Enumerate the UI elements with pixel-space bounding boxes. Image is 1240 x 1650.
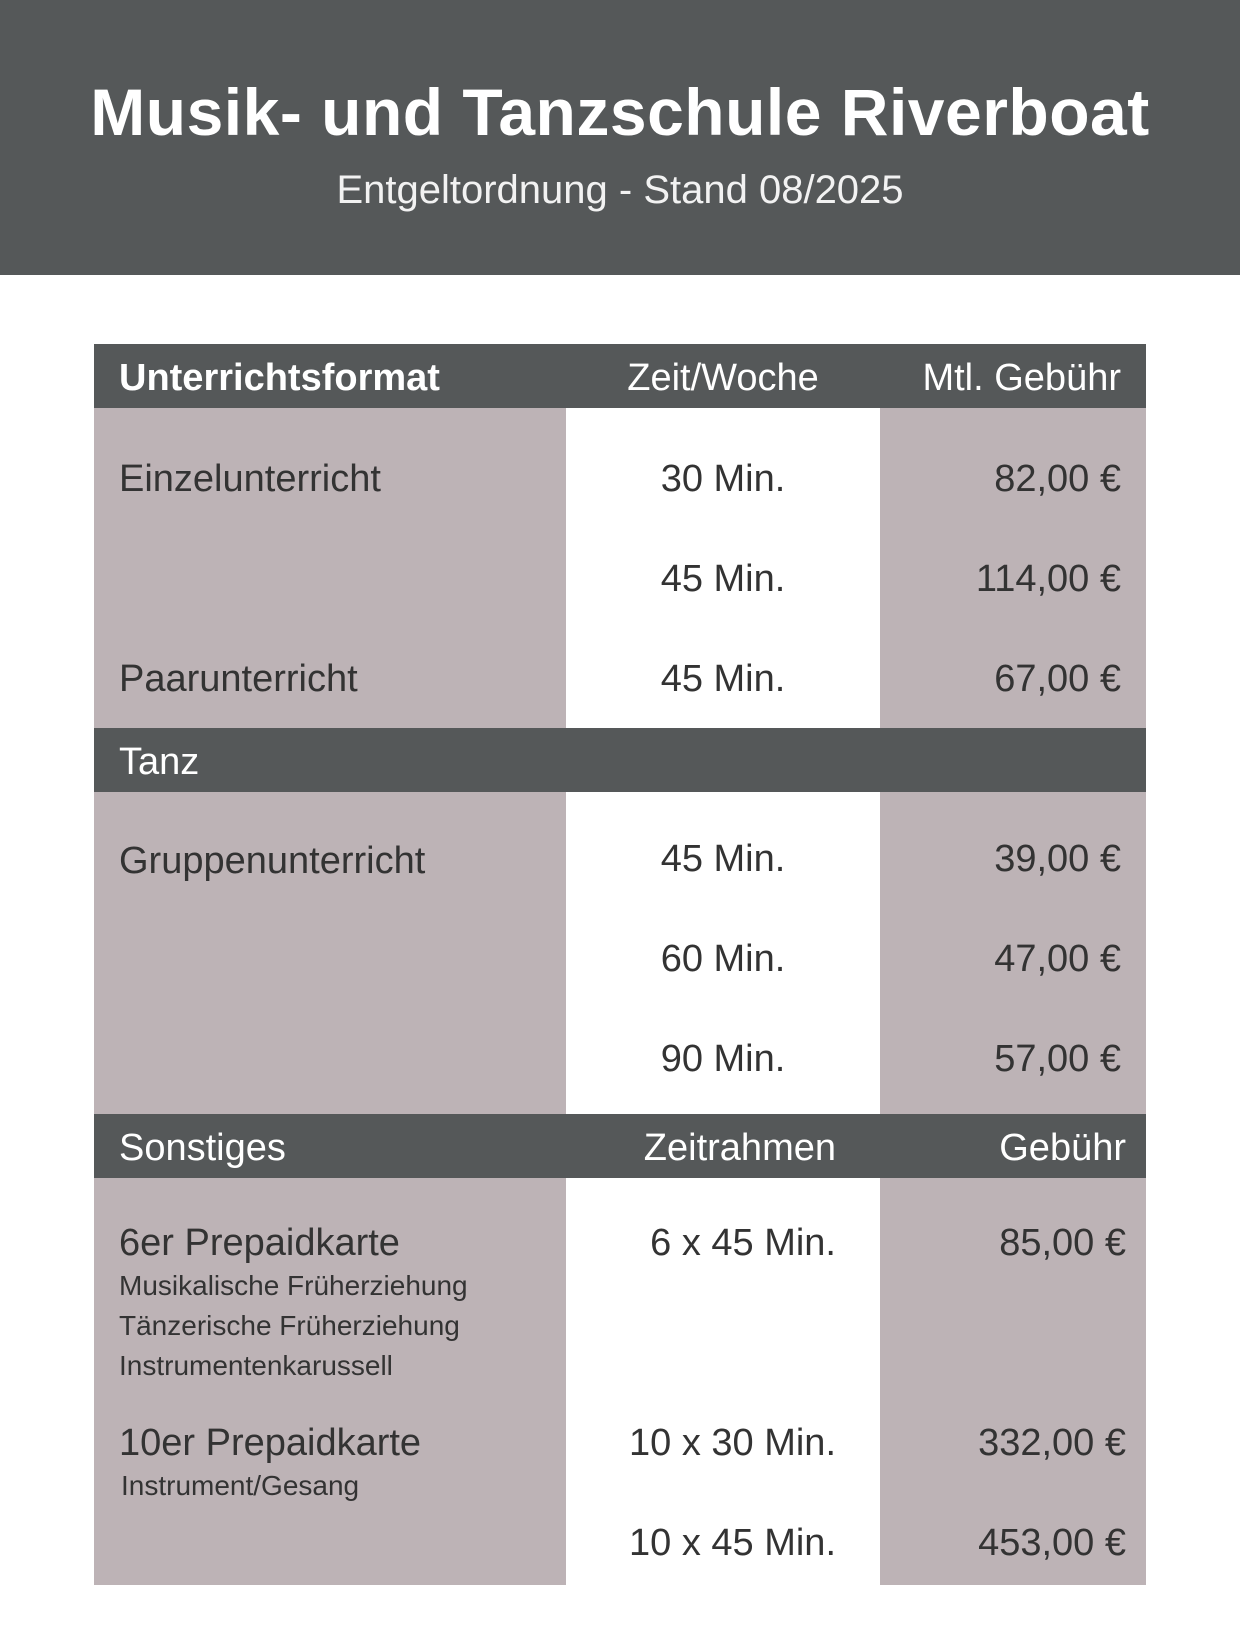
column-header-fee: Gebühr [999, 1127, 1126, 1169]
header-banner [0, 0, 1240, 275]
page-title: Musik- und Tanzschule Riverboat [90, 75, 1150, 149]
column-header-time: Zeit/Woche [627, 357, 819, 399]
row-time: 90 Min. [660, 1038, 786, 1080]
row-note: Instrument/Gesang [121, 1470, 360, 1501]
page-subtitle: Entgeltordnung - Stand 08/2025 [336, 168, 904, 212]
row-time: 45 Min. [660, 558, 786, 600]
row-fee: 47,00 € [994, 938, 1121, 980]
row-fee: 85,00 € [999, 1222, 1126, 1264]
row-time: 30 Min. [660, 458, 786, 500]
column-header-fee: Mtl. Gebühr [922, 357, 1121, 399]
row-fee: 39,00 € [994, 838, 1121, 880]
row-time: 45 Min. [660, 658, 786, 700]
row-label: 10er Prepaidkarte [119, 1422, 422, 1464]
row-time: 45 Min. [660, 838, 786, 880]
section-other-body [94, 1178, 1146, 1585]
column-header-other: Sonstiges [119, 1127, 286, 1169]
row-time: 10 x 30 Min. [629, 1422, 836, 1464]
row-label: Paarunterricht [119, 658, 358, 700]
table-header-music [94, 344, 1146, 408]
row-label: 6er Prepaidkarte [119, 1222, 400, 1264]
row-label: Gruppenunterricht [119, 840, 426, 882]
column-header-timeframe: Zeitrahmen [643, 1127, 836, 1169]
row-fee: 82,00 € [994, 458, 1121, 500]
row-fee: 332,00 € [978, 1422, 1126, 1464]
section-music-body [94, 408, 1146, 728]
row-time: 60 Min. [660, 938, 786, 980]
row-note: Musikalische Früherziehung [119, 1270, 468, 1301]
table-header-dance [94, 728, 1146, 792]
row-fee: 57,00 € [994, 1038, 1121, 1080]
row-note: Tänzerische Früherziehung [119, 1310, 460, 1341]
row-fee: 114,00 € [975, 558, 1121, 600]
row-fee: 67,00 € [994, 658, 1121, 700]
price-table [94, 344, 1146, 1585]
column-header-format: Unterrichtsformat [119, 357, 440, 399]
table-header-other [94, 1114, 1146, 1178]
row-fee: 453,00 € [978, 1522, 1126, 1564]
row-note: Instrumentenkarussell [119, 1350, 393, 1381]
row-time: 6 x 45 Min. [650, 1222, 836, 1264]
row-time: 10 x 45 Min. [629, 1522, 836, 1564]
row-label: Einzelunterricht [119, 458, 381, 500]
section-dance-body [94, 792, 1146, 1114]
section-title-dance: Tanz [119, 741, 200, 783]
